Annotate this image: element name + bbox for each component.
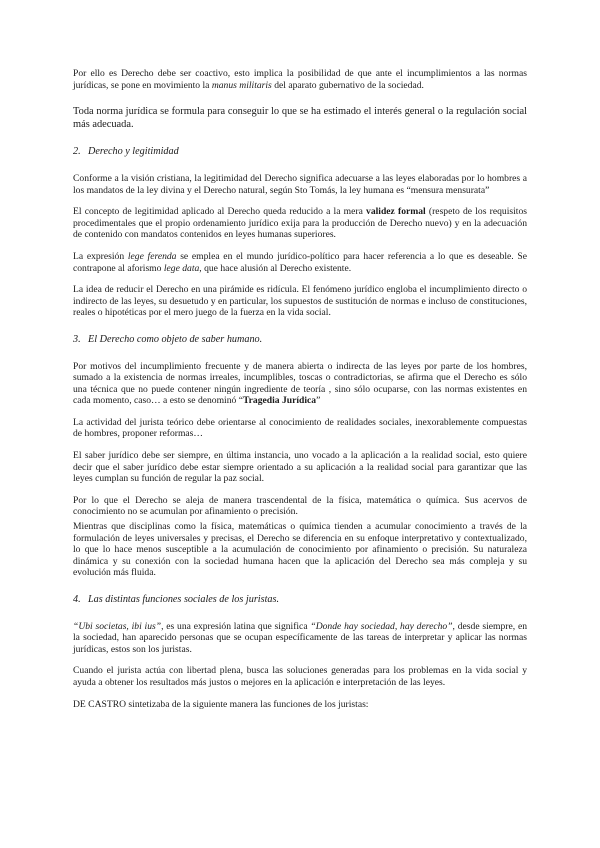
section-number: 4. xyxy=(73,594,81,605)
text: La expresión xyxy=(73,250,128,262)
text: ” xyxy=(316,395,321,407)
paragraph-ubi-societas xyxy=(73,621,527,656)
italic-quote: “Donde hay sociedad, hay derecho” xyxy=(310,620,453,632)
paragraph-tragedia-juridica xyxy=(73,361,527,407)
paragraph-norma-juridica: Toda norma jurídica se formula para conseguir lo que se ha estimado el interés general o la regulación social más adecuada. xyxy=(73,106,527,130)
section-heading-3 xyxy=(73,334,527,346)
text: Por ello es Derecho debe ser coactivo, esto implica la posibilidad de que ante el incumplimientos a las normas jurídicas, se pone en movimiento la xyxy=(73,68,527,91)
paragraph-lege-ferenda xyxy=(73,251,527,274)
section-title: Las distintas funciones sociales de los juristas. xyxy=(88,594,280,605)
bold-term: Tragedia Jurídica xyxy=(242,395,317,407)
text: El concepto de legitimidad aplicado al Derecho queda reducido a la mera xyxy=(73,206,367,218)
paragraph-legitimidad xyxy=(73,206,527,241)
italic-term: manus militaris xyxy=(211,79,272,91)
section-number: 3. xyxy=(73,333,81,345)
italic-quote: “Ubi societas, ibi ius” xyxy=(73,620,162,632)
section-title: El Derecho como objeto de saber humano. xyxy=(88,333,263,345)
document-page xyxy=(73,68,527,710)
text: se emplea en el mundo jurídico-político para hacer referencia a lo que es deseable. Se contrapone al aforismo xyxy=(73,250,527,274)
section-heading-4 xyxy=(73,594,527,606)
section-heading-2 xyxy=(73,146,527,158)
paragraph-de-castro: DE CASTRO sintetizaba de la siguiente manera las funciones de los juristas: xyxy=(73,698,369,710)
text: , que hace alusión al Derecho existente. xyxy=(199,262,352,274)
paragraph-jurista-libertad: Cuando el jurista actúa con libertad plena, busca las soluciones generadas para los problemas en la vida social y ayuda a obtener los resultados más justos o mejores en la aplicación e interpretación de las leyes. xyxy=(73,665,527,688)
bold-term: validez formal xyxy=(366,206,426,218)
italic-term: lege ferenda xyxy=(127,250,177,262)
section-number: 2. xyxy=(73,146,81,158)
text: del aparato gubernativo de la sociedad. xyxy=(271,79,424,91)
text: , es una expresión latina que significa xyxy=(161,620,311,632)
text: (respeto de los requisitos procedimentales que el propio ordenamiento jurídico exija para la producción de Derecho nuevo) y en la adecuación de contenido con mandatos contenidos en leyes humanas superiores. xyxy=(73,206,527,241)
text: , desde siempre, en la sociedad, han aparecido personas que se ocupan específicamente de las tareas de interpretar y aplicar las normas jurídicas, estos son los juristas. xyxy=(73,620,527,655)
paragraph-saber-juridico: El saber jurídico debe ser siempre, en última instancia, uno vocado a la aplicación a la realidad social, esto quiere decir que el saber jurídico debe estar siempre orientado a su aplicación a la realidad social para garantizar que las leyes cumplan su función de regular la paz social. xyxy=(73,450,527,485)
paragraph-vision-cristiana: Conforme a la visión cristiana, la legitimidad del Derecho significa adecuarse a las leyes elaboradas por lo hombres a los mandatos de la ley divina y el Derecho natural, según Sto Tomás, la ley humana es “mensura mensurata” xyxy=(73,172,527,196)
italic-term: lege data xyxy=(163,262,200,274)
paragraph-coactivo xyxy=(73,68,527,91)
paragraph-fisica-matematica: Por lo que el Derecho se aleja de manera trascendental de la física, matemática o química. Sus acervos de conocimiento no se acumulan por afinamiento o precisión. xyxy=(73,494,527,518)
text: Por motivos del incumplimiento frecuente y de manera abierta o indirecta de las leyes por parte de los hombres, sumado a la existencia de normas irreales, incumplibles, toscas o contradictorias, se afirma que el Derecho es sólo una técnica que no puede contener ningún ingrediente de teoría , sino sólo ocuparse, con las normas existentes en cada momento, caso… a esto se denominó “ xyxy=(73,360,527,407)
paragraph-piramide: La idea de reducir el Derecho en una pirámide es ridícula. El fenómeno jurídico engloba el incumplimiento directo o indirecto de las leyes, su desuetudo y en particular, los supuestos de sustitución de normas e incluso de constituciones, reales o hipotéticas por el mero juego de la fuerza en la vida social. xyxy=(73,284,527,319)
section-title: Derecho y legitimidad xyxy=(88,146,179,158)
paragraph-jurista-teorico: La actividad del jurista teórico debe orientarse al conocimiento de realidades sociales, inexorablemente compuestas de hombres, proponer reformas… xyxy=(73,416,527,440)
paragraph-disciplinas: Mientras que disciplinas como la física, matemáticas o química tienden a acumular conocimiento a través de la formulación de leyes universales y precisas, el Derecho se diferencia en su enfoque interpretativo y contextualizado, lo que lo hace menos susceptible a la acumulación de conocimiento por afinamiento o precisión. Su naturaleza dinámica y su conexión con la sociedad humana hacen que la aplicación del Derecho sea más compleja y su evolución más fluida. xyxy=(73,521,527,579)
